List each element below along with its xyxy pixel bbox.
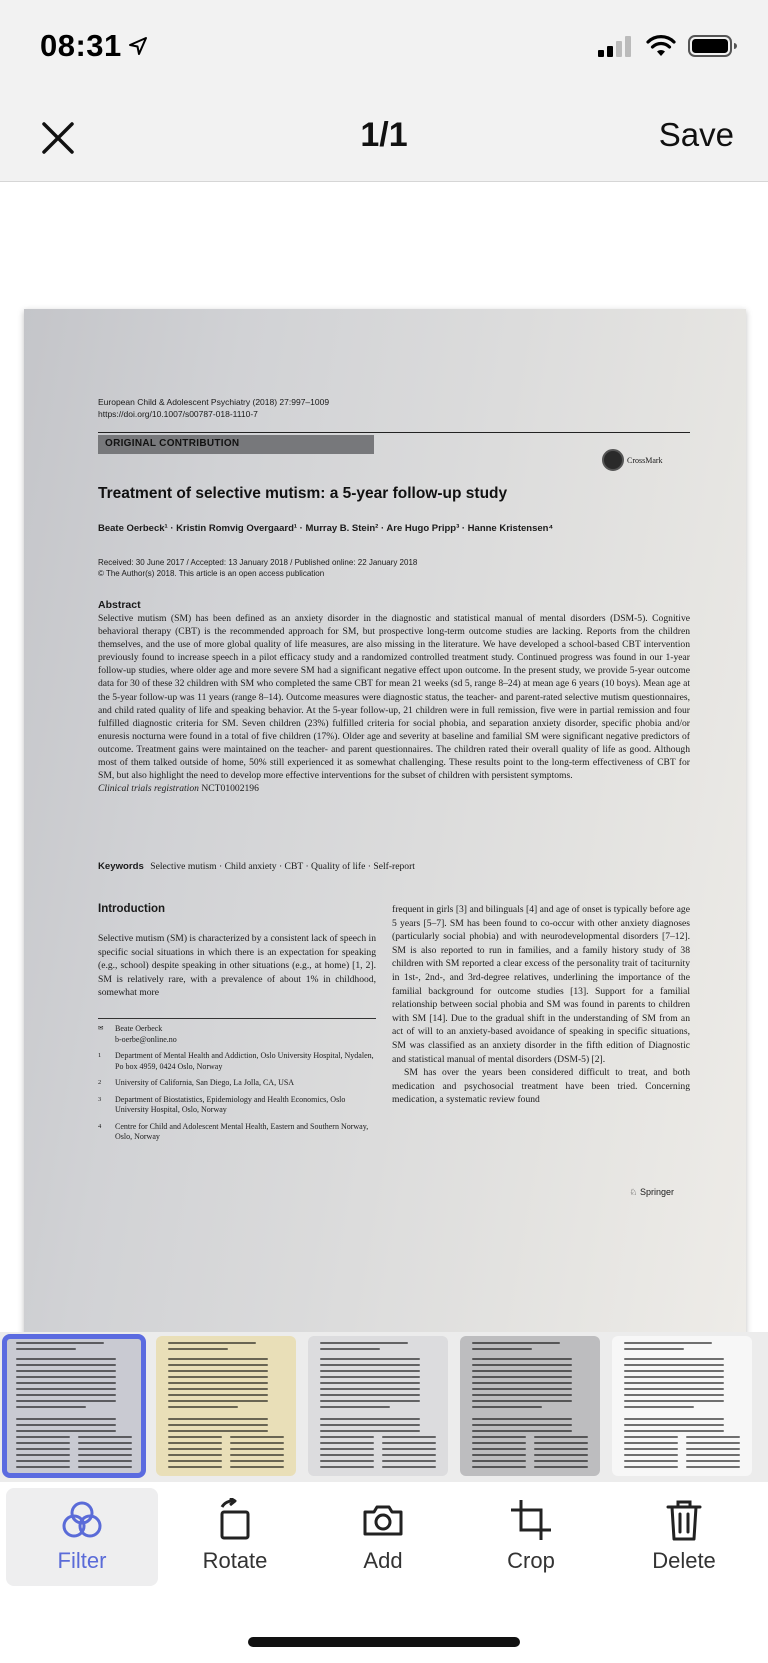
thumbnail-text-line [320,1382,420,1384]
publisher-logo [629,1187,674,1198]
thumbnail-text-line [624,1376,724,1378]
thumbnail-text-line [472,1400,572,1402]
thumbnail-text-line [16,1448,70,1450]
thumbnail-text-line [686,1460,740,1462]
abstract-body: Selective mutism (SM) has been defined as an anxiety disorder in the diagnostic and statistical manual of mental disorders (DSM-5). Cognitive behavioral therapy (CBT) is the recommended approach for SM, but prospective long-term outcome studies are lacking. Reports from the children themselves, and the use of more global quality of life measures, are also missing in the literature. We have developed a school-based CBT intervention previously found to increase speech in a pilot efficacy study and a randomized controlled treatment study. Continued progress was found in our 1-year follow-up studies, where older age and more severe SM had a significant negative effect upon outcome. In the present study, we provide 5-year outcome data for 30 of these 32 children with SM who completed the same CBT for mean 21 weeks (sd 5, range 8–24) at mean age 6 years (10 boys). Mean age at the 5-year follow-up was 11 years (range 8–14). Outcome measures were diagnostic status, the teacher- and parent-rated selective mutism questionnaires, and child rated quality of life and speaking behavior. At the 5-year follow-up, 21 children were in full remission, five were in partial remission and four fulfilled diagnostic criteria for SM. Seven children (23%) fulfilled criteria for social phobia, and separation anxiety disorder, specific phobia and/or enuresis nocturna were found in a total of five children (17%). Older age and severity at baseline and familial SM were significant negative predictors of outcome. Treatment gains were maintained on the teacher- and parent questionnaires. The children rated their overall quality of life as good. Although most of them talked outside of home, 50% still experienced it as somewhat challenging. These results point to the long-term effectiveness of CBT for SM, but also highlight the need to develop more effective interventions for the subset of children with persistent symptoms. [98,613,690,782]
thumbnail-text-line [320,1430,420,1432]
thumbnail-text-line [168,1364,268,1366]
thumbnail-text-line [168,1348,228,1350]
corresponding-email: b-oerbe@online.no [115,1034,177,1044]
thumbnail-text-line [320,1388,420,1390]
thumbnail-text-line [168,1394,268,1396]
envelope-icon: ✉ [98,1025,104,1032]
rotate-icon [213,1498,257,1542]
thumbnail-text-line [472,1436,526,1438]
thumbnail-text-line [382,1448,436,1450]
thumbnail-text-line [168,1466,222,1468]
thumbnail-text-line [16,1376,116,1378]
keywords [98,861,690,872]
thumbnail-text-line [78,1442,132,1444]
thumbnail-text-line [624,1358,724,1360]
abstract-text [98,612,690,795]
trash-icon [662,1498,706,1542]
trial-registration-label: Clinical trials registration [98,783,199,795]
thumbnail-text-line [168,1376,268,1378]
thumbnail-text-line [472,1454,526,1456]
affiliation: 3 Department of Biostatistics, Epidemiology and Health Economics, Oslo University Hospital, Oslo, Norway [98,1094,346,1114]
cellular-signal-icon [598,35,634,57]
thumbnail-text-line [168,1358,268,1360]
thumbnail-text-line [534,1460,588,1462]
thumbnail-text-line [230,1460,284,1462]
thumbnail-text-line [230,1442,284,1444]
thumbnail-text-line [686,1466,740,1468]
delete-button[interactable] [608,1488,760,1586]
header-rule [98,432,690,433]
received-line: Received: 30 June 2017 / Accepted: 13 January 2018 / Published online: 22 January 2018 [98,558,418,567]
thumbnail-text-line [624,1342,712,1344]
thumbnail-text-line [472,1448,526,1450]
springer-horse-icon: ♘ [629,1187,638,1197]
footnotes [98,1024,376,1149]
filter-label: Filter [57,1548,107,1573]
thumbnail-text-line [472,1370,572,1372]
thumbnail-text-line [624,1436,678,1438]
thumbnail-text-line [624,1370,724,1372]
filter-thumbnail-original[interactable] [4,1336,144,1476]
thumbnail-text-line [16,1424,116,1426]
journal-name: European Child & Adolescent Psychiatry (2018) 27:997–1009 [98,397,330,407]
thumbnail-text-line [168,1430,268,1432]
crossmark-label: CrossMark [627,455,663,465]
intro-left-column: Selective mutism (SM) is characterized by a consistent lack of speech in specific social situations in which there is an expectation for speaking (e.g., school) despite speaking in other situations (e.g., at home) [1, 2]. SM is relatively rare, with a prevalence of about 1% in childhood, somewhat more [98,933,376,999]
thumbnail-text-line [534,1436,588,1438]
thumbnail-text-line [472,1424,572,1426]
status-indicators [598,34,738,58]
publisher-name: Springer [639,1187,674,1197]
thumbnail-text-line [320,1348,380,1350]
thumbnail-text-line [168,1370,268,1372]
thumbnail-text-line [320,1370,420,1372]
thumbnail-text-line [686,1448,740,1450]
add-label: Add [363,1548,403,1573]
rotate-button[interactable] [159,1488,311,1586]
thumbnail-text-line [624,1466,678,1468]
thumbnail-text-line [472,1388,572,1390]
thumbnail-text-line [472,1382,572,1384]
thumbnail-text-line [78,1466,132,1468]
keywords-label: Keywords [98,861,144,872]
thumbnail-text-line [382,1436,436,1438]
thumbnail-text-line [320,1448,374,1450]
thumbnail-text-line [168,1454,222,1456]
thumbnail-text-line [472,1442,526,1444]
scanned-page[interactable] [24,309,746,1339]
wifi-icon [646,35,676,57]
location-arrow-icon [128,36,148,56]
status-time [40,28,148,64]
thumbnail-text-line [320,1442,374,1444]
thumbnail-text-line [624,1348,684,1350]
thumbnail-text-line [472,1348,532,1350]
thumbnail-text-line [472,1358,572,1360]
filter-button[interactable] [6,1488,158,1586]
thumbnail-text-line [686,1454,740,1456]
thumbnail-text-line [382,1442,436,1444]
intro-right-paragraph-2: SM has over the years been considered difficult to treat, and both medication and psychosocial treatment have been tried. Concerning medication, a systematic review found [392,1067,690,1106]
thumbnail-text-line [686,1442,740,1444]
affiliation: 2 University of California, San Diego, La Jolla, CA, USA [98,1078,295,1087]
trial-registration-id: NCT01002196 [201,783,259,795]
thumbnail-text-line [624,1388,724,1390]
thumbnail-text-line [16,1442,70,1444]
status-bar [0,0,768,96]
crop-icon [509,1498,553,1542]
thumbnail-text-line [78,1448,132,1450]
thumbnail-text-line [472,1460,526,1462]
affiliation: 1 Department of Mental Health and Addiction, Oslo University Hospital, Nydalen, Po box 4959, 0424 Oslo, Norway [98,1051,374,1071]
filter-icon [60,1498,104,1542]
camera-icon [361,1498,405,1542]
introduction-heading: Introduction [98,903,166,915]
thumbnail-text-line [320,1376,420,1378]
affiliation: 4 Centre for Child and Adolescent Mental Health, Eastern and Southern Norway, Oslo, Norway [98,1121,369,1141]
thumbnail-text-line [168,1460,222,1462]
thumbnail-text-line [16,1418,116,1420]
crop-button[interactable] [455,1488,607,1586]
thumbnail-text-line [382,1454,436,1456]
thumbnail-text-line [320,1454,374,1456]
thumbnail-text-line [16,1388,116,1390]
thumbnail-text-line [168,1382,268,1384]
corresponding-name: Beate Oerbeck [115,1024,163,1033]
copyright-line: © The Author(s) 2018. This article is an open access publication [98,569,325,578]
corresponding-author [98,1024,376,1045]
thumbnail-text-line [624,1382,724,1384]
thumbnail-text-line [78,1460,132,1462]
thumbnail-text-line [320,1424,420,1426]
thumbnail-text-line [472,1376,572,1378]
document-preview [0,183,768,1333]
thumbnail-text-line [16,1364,116,1366]
thumbnail-text-line [624,1448,678,1450]
thumbnail-text-line [320,1342,408,1344]
thumbnail-text-line [168,1400,268,1402]
thumbnail-text-line [16,1436,70,1438]
filter-strip [0,1332,768,1482]
thumbnail-text-line [16,1454,70,1456]
thumbnail-text-line [624,1460,678,1462]
abstract-heading: Abstract [98,599,141,611]
thumbnail-text-line [168,1418,268,1420]
thumbnail-text-line [78,1454,132,1456]
intro-right-paragraph-1: frequent in girls [3] and bilinguals [4] and age of onset is typically before age 5 years [5–7]. SM has been found to co-occur with other anxiety diagnoses (particularly social phobia) and with neurodevelopmental disorders [7–12]. SM is also reported to run in families, and a family history study of 38 children with SM reported a clear excess of the personality trait of taciturnity in 1st-, 2nd-, and 3rd-degree relatives, underlining the importance of the familial background for outcome studies [13]. Support for a familial relationship between social phobia and SM was found in parents to children with SM [14]. Due to the gradual shift in the understanding of SM from an act of will to an anxiety-based avoidance of speaking in specific situations, SM was classified as an anxiety disorder in the fifth edition of Diagnostic and statistical manual of mental disorders (DSM-5) [2]. [392,904,690,1065]
thumbnail-text-line [168,1448,222,1450]
thumbnail-text-line [320,1400,420,1402]
paper-title: Treatment of selective mutism: a 5-year follow-up study [98,485,508,502]
thumbnail-text-line [472,1430,572,1432]
rotate-label: Rotate [202,1548,268,1573]
add-button[interactable] [307,1488,459,1586]
journal-citation [98,396,329,420]
thumbnail-text-line [16,1370,116,1372]
crossmark-icon [602,449,624,471]
thumbnail-text-line [16,1358,116,1360]
thumbnail-text-line [472,1466,526,1468]
thumbnail-text-line [472,1394,572,1396]
thumbnail-text-line [382,1466,436,1468]
paper-authors: Beate Oerbeck¹ · Kristin Romvig Overgaard¹ · Murray B. Stein² · Are Hugo Pripp³ · Hanne Kristensen⁴ [98,523,554,534]
thumbnail-text-line [320,1436,374,1438]
thumbnail-text-line [624,1442,678,1444]
footnote-rule [98,1018,376,1019]
thumbnail-text-line [472,1364,572,1366]
filter-thumbnail-gray[interactable] [460,1336,600,1476]
thumbnail-text-line [624,1406,694,1408]
thumbnail-text-line [168,1406,238,1408]
thumbnail-text-line [16,1382,116,1384]
thumbnail-text-line [624,1364,724,1366]
thumbnail-text-line [534,1466,588,1468]
thumbnail-text-line [16,1430,116,1432]
thumbnail-text-line [168,1424,268,1426]
bottom-toolbar [0,1482,768,1592]
thumbnail-text-line [624,1430,724,1432]
crossmark-badge [602,449,663,471]
thumbnail-text-line [624,1418,724,1420]
page-indicator: 1/1 [360,116,408,154]
thumbnail-text-line [78,1436,132,1438]
thumbnail-text-line [686,1436,740,1438]
thumbnail-text-line [382,1460,436,1462]
thumbnail-text-line [168,1436,222,1438]
thumbnail-text-line [534,1448,588,1450]
nav-bar [0,96,768,182]
thumbnail-text-line [320,1364,420,1366]
filter-thumbnail-white[interactable] [612,1336,752,1476]
home-indicator[interactable] [248,1637,520,1647]
thumbnail-text-line [16,1406,86,1408]
publication-dates [98,557,417,579]
thumbnail-text-line [168,1442,222,1444]
crop-label: Crop [507,1548,555,1573]
thumbnail-text-line [16,1400,116,1402]
thumbnail-text-line [320,1394,420,1396]
thumbnail-text-line [534,1454,588,1456]
thumbnail-text-line [230,1436,284,1438]
doi-link: https://doi.org/10.1007/s00787-018-1110-7 [98,409,258,419]
filter-thumbnail-light[interactable] [308,1336,448,1476]
thumbnail-text-line [230,1454,284,1456]
filter-thumbnail-warm[interactable] [156,1336,296,1476]
thumbnail-text-line [472,1342,560,1344]
save-button[interactable]: Save [658,116,734,153]
thumbnail-text-line [320,1466,374,1468]
thumbnail-text-line [320,1460,374,1462]
section-label: ORIGINAL CONTRIBUTION [98,435,374,454]
thumbnail-text-line [16,1394,116,1396]
thumbnail-text-line [230,1466,284,1468]
thumbnail-text-line [624,1400,724,1402]
thumbnail-text-line [230,1448,284,1450]
intro-right-column [392,903,690,1107]
thumbnail-text-line [16,1466,70,1468]
thumbnail-text-line [624,1424,724,1426]
thumbnail-text-line [16,1348,76,1350]
thumbnail-text-line [534,1442,588,1444]
thumbnail-text-line [168,1342,256,1344]
thumbnail-text-line [472,1418,572,1420]
thumbnail-text-line [16,1342,104,1344]
clock: 08:31 [40,28,122,63]
thumbnail-text-line [16,1460,70,1462]
delete-label: Delete [652,1548,716,1573]
thumbnail-text-line [624,1454,678,1456]
thumbnail-text-line [624,1394,724,1396]
battery-icon [688,34,738,58]
thumbnail-text-line [168,1388,268,1390]
thumbnail-text-line [320,1406,390,1408]
keywords-list: Selective mutism · Child anxiety · CBT · Quality of life · Self-report [150,861,415,872]
thumbnail-text-line [472,1406,542,1408]
thumbnail-text-line [320,1358,420,1360]
thumbnail-text-line [320,1418,420,1420]
